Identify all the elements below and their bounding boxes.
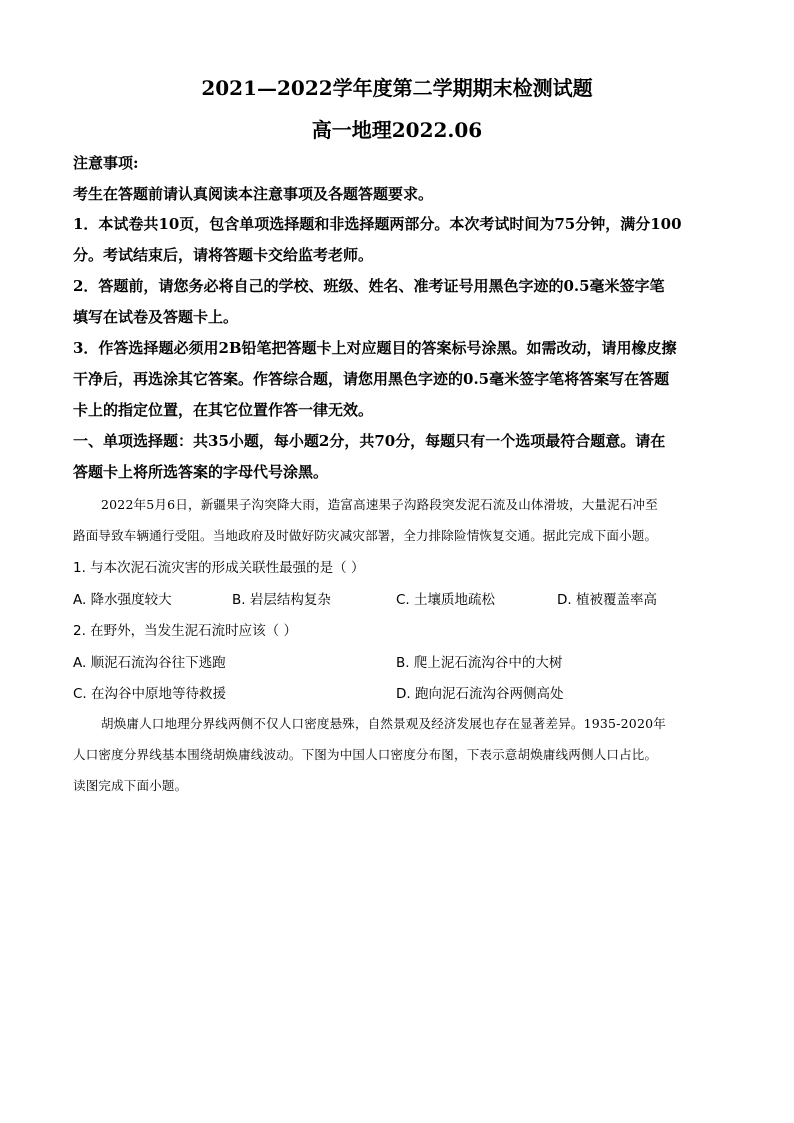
passage-2-line-3: 读图完成下面小题。 xyxy=(73,778,188,793)
section-1-heading-line-2: 答题卡上将所选答案的字母代号涂黑。 xyxy=(73,463,329,481)
exam-title: 2021—2022学年度第二学期期末检测试题 xyxy=(201,76,593,100)
question-1-stem: 1. 与本次泥石流灾害的形成关联性最强的是（ ） xyxy=(73,560,365,576)
passage-2-line-1: 胡焕庸人口地理分界线两侧不仅人口密度悬殊，自然景观及经济发展也存在显著差异。1935-2020年 xyxy=(101,716,666,731)
question-1-option-d: D. 植被覆盖率高 xyxy=(557,592,657,608)
question-1-option-a: A. 降水强度较大 xyxy=(73,592,172,608)
passage-1-line-1: 2022年5月6日，新疆果子沟突降大雨，造富高速果子沟路段突发泥石流及山体滑坡，大量泥石冲至 xyxy=(101,497,658,512)
notice-item-3-line-2: 干净后，再选涂其它答案。作答综合题，请您用黑色字迹的0.5毫米签字笔将答案写在答题 xyxy=(73,370,670,388)
question-2-option-a: A. 顺泥石流沟谷往下逃跑 xyxy=(73,655,226,671)
notice-item-2-line-1: 2．答题前，请您务必将自己的学校、班级、姓名、准考证号用黑色字迹的0.5毫米签字笔 xyxy=(73,277,665,295)
question-2-stem: 2. 在野外，当发生泥石流时应该（ ） xyxy=(73,623,297,639)
exam-subtitle: 高一地理2022.06 xyxy=(311,118,483,142)
passage-2-line-2: 人口密度分界线基本围绕胡焕庸线波动。下图为中国人口密度分布图，下表示意胡焕庸线两侧人口占比。 xyxy=(73,747,658,762)
notice-item-1-line-2: 分。考试结束后，请将答题卡交给监考老师。 xyxy=(73,246,374,264)
question-2-option-d: D. 跑向泥石流沟谷两侧高处 xyxy=(396,686,564,702)
notice-intro: 考生在答题前请认真阅读本注意事项及各题答题要求。 xyxy=(73,185,434,203)
question-2-option-c: C. 在沟谷中原地等待救援 xyxy=(73,686,227,702)
notice-item-3-line-1: 3．作答选择题必须用2B铅笔把答题卡上对应题目的答案标号涂黑。如需改动，请用橡皮擦 xyxy=(73,339,677,357)
question-1-option-c: C. 土壤质地疏松 xyxy=(396,592,496,608)
notice-item-3-line-3: 卡上的指定位置，在其它位置作答一律无效。 xyxy=(73,401,374,419)
notice-item-2-line-2: 填写在试卷及答题卡上。 xyxy=(73,308,239,326)
notice-item-1-line-1: 1．本试卷共10页，包含单项选择题和非选择题两部分。本次考试时间为75分钟，满分100 xyxy=(73,215,682,233)
question-1-option-b: B. 岩层结构复杂 xyxy=(232,592,331,608)
section-1-heading-line-1: 一、单项选择题：共35小题，每小题2分，共70分，每题只有一个选项最符合题意。请在 xyxy=(73,432,666,450)
question-2-option-b: B. 爬上泥石流沟谷中的大树 xyxy=(396,655,563,671)
passage-1-line-2: 路面导致车辆通行受阻。当地政府及时做好防灾减灾部署，全力排除险情恢复交通。据此完成下面小题。 xyxy=(73,528,658,543)
notice-heading: 注意事项: xyxy=(73,154,139,172)
